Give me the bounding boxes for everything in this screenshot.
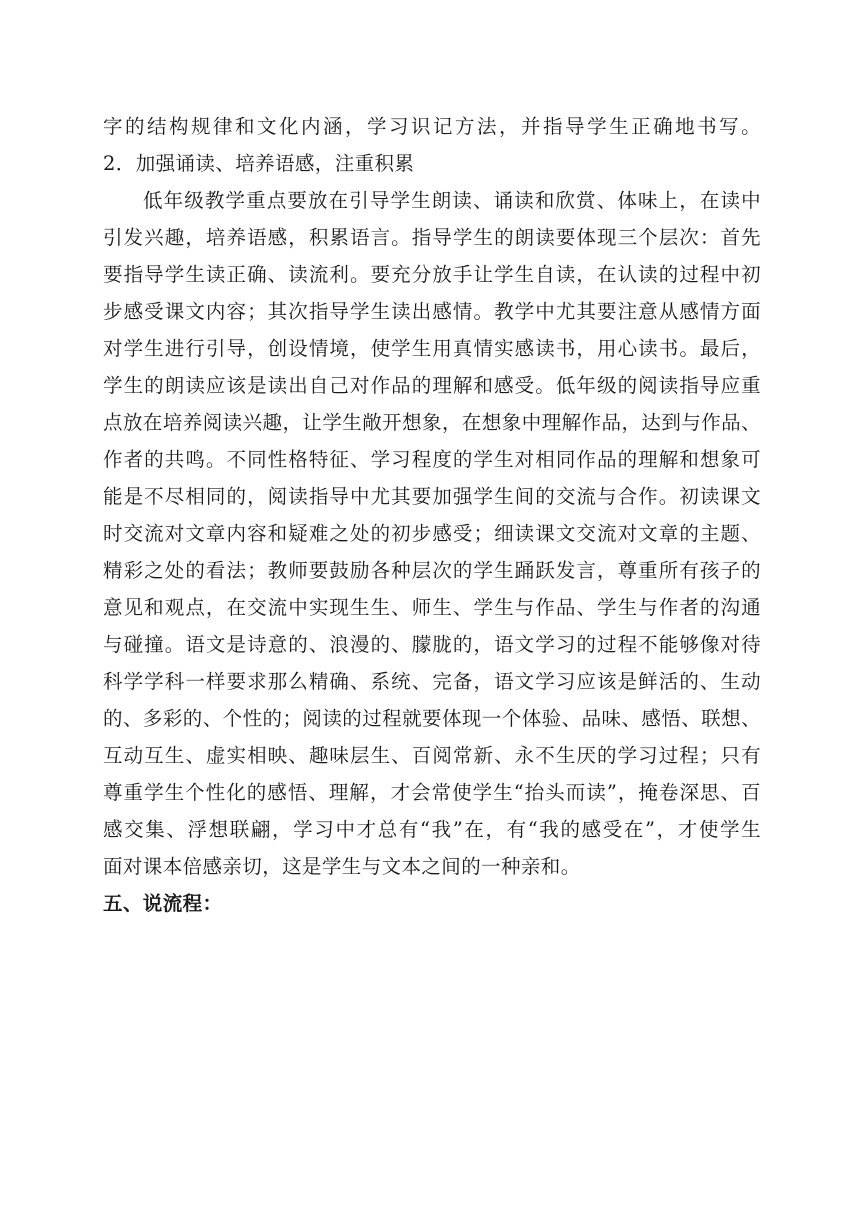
section-heading: 五、说流程：	[103, 892, 223, 915]
paragraph-line: 低年级教学重点要放在引导学生朗读、诵读和欣赏、体味上，在读中	[143, 189, 761, 212]
paragraph-line: 时交流对文章内容和疑难之处的初步感受；细读课文交流对文章的主题、	[103, 522, 761, 545]
paragraph-line: 能是不尽相同的，阅读指导中尤其要加强学生间的交流与合作。初读课文	[103, 485, 761, 508]
paragraph-line: 与碰撞。语文是诗意的、浪漫的、朦胧的，语文学习的过程不能够像对待	[103, 633, 761, 656]
paragraph-line: 互动互生、虚实相映、趣味层生、百阅常新、永不生厌的学习过程；只有	[103, 744, 761, 767]
paragraph-line: 的、多彩的、个性的；阅读的过程就要体现一个体验、品味、感悟、联想、	[103, 707, 761, 730]
paragraph-line: 尊重学生个性化的感悟、理解，才会常使学生“抬头而读”，掩卷深思、百	[103, 781, 761, 804]
paragraph-line: 点放在培养阅读兴趣，让学生敞开想象，在想象中理解作品，达到与作品、	[103, 411, 761, 434]
paragraph-line: 作者的共鸣。不同性格特征、学习程度的学生对相同作品的理解和想象可	[103, 448, 761, 471]
paragraph-line: 步感受课文内容；其次指导学生读出感情。教学中尤其要注意从感情方面	[103, 300, 761, 323]
subsection-title: 2．加强诵读、培养语感，注重积累	[103, 152, 415, 175]
paragraph-line: 意见和观点，在交流中实现生生、师生、学生与作品、学生与作者的沟通	[103, 596, 761, 619]
paragraph-line: 面对课本倍感亲切，这是学生与文本之间的一种亲和。	[103, 855, 581, 878]
continuation-line: 字的结构规律和文化内涵，学习识记方法，并指导学生正确地书写。	[103, 115, 761, 138]
paragraph-line: 感交集、浮想联翩，学习中才总有“我”在，有“我的感受在”，才使学生	[103, 818, 761, 841]
document-body	[103, 108, 761, 922]
main-paragraph	[103, 182, 761, 885]
paragraph-line: 精彩之处的看法；教师要鼓励各种层次的学生踊跃发言，尊重所有孩子的	[103, 559, 761, 582]
paragraph-line: 引发兴趣，培养语感，积累语言。指导学生的朗读要体现三个层次：首先	[103, 226, 761, 249]
paragraph-line: 学生的朗读应该是读出自己对作品的理解和感受。低年级的阅读指导应重	[103, 374, 761, 397]
paragraph-line: 对学生进行引导，创设情境，使学生用真情实感读书，用心读书。最后，	[103, 337, 761, 360]
paragraph-line: 要指导学生读正确、读流利。要充分放手让学生自读，在认读的过程中初	[103, 263, 761, 286]
paragraph-line: 科学学科一样要求那么精确、系统、完备，语文学习应该是鲜活的、生动	[103, 670, 761, 693]
